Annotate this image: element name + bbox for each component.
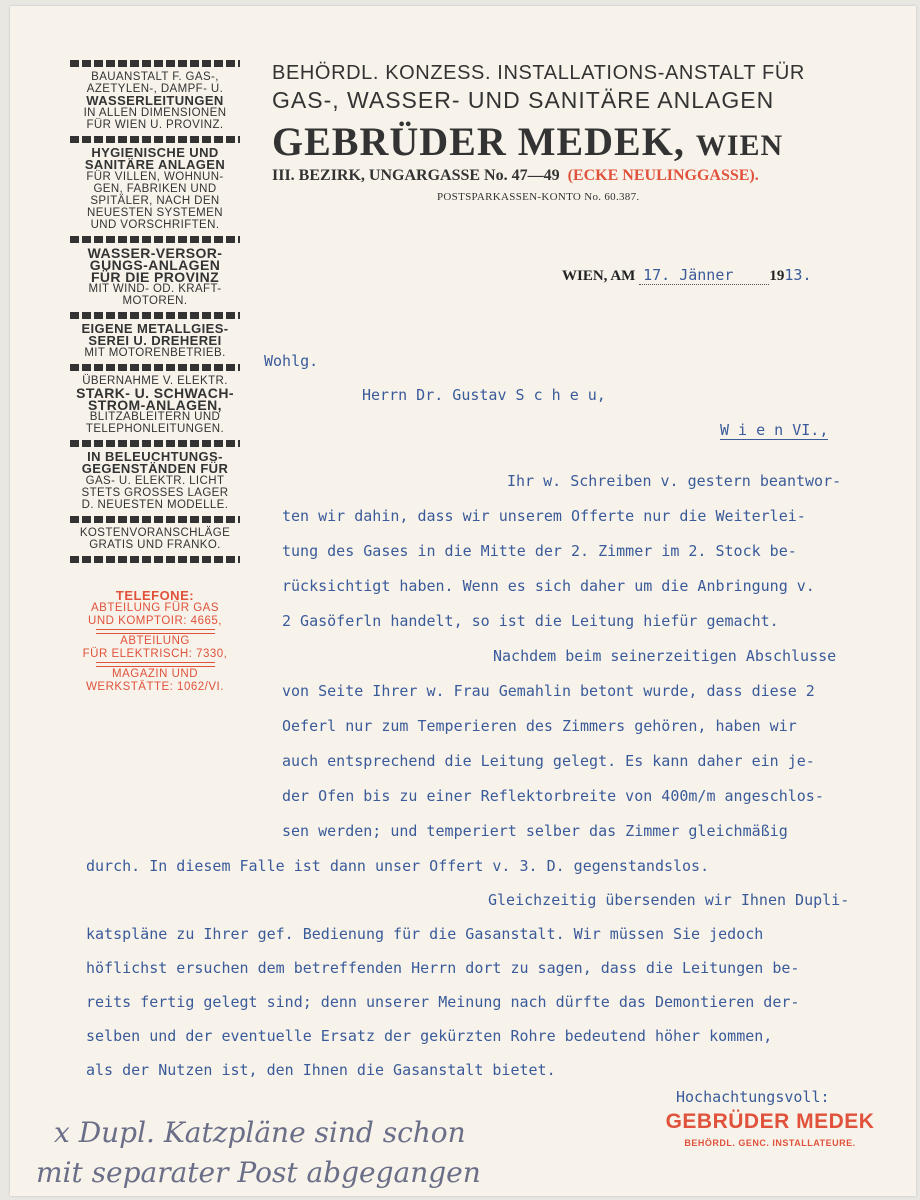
letter-date: WIEN, AM 17. Jänner 1913. bbox=[562, 266, 812, 284]
sidebar-block: EIGENE METALLGIES- SEREI U. DREHEREI MIT MOTORENBETRIEB. bbox=[81, 321, 229, 359]
sidebar-block: IN BELEUCHTUNGS- GEGENSTÄNDEN FÜR GAS- U. ELEKTR. LICHT STETS GROSSES LAGER D. NEUESTEN MODELLE. bbox=[81, 449, 229, 511]
separator bbox=[96, 629, 215, 634]
sidebar-block: KOSTENVORANSCHLÄGE GRATIS UND FRANKO. bbox=[79, 527, 231, 551]
firm-name: GEBRÜDER MEDEK, WIEN bbox=[272, 119, 784, 164]
letter-sheet bbox=[10, 6, 916, 1196]
body-line: durch. In diesem Falle ist dann unser Offert v. 3. D. gegenstandslos. bbox=[86, 857, 710, 875]
body-line: als der Nutzen ist, den Ihnen die Gasanstalt bietet. bbox=[86, 1061, 556, 1079]
body-line: tung des Gases in die Mitte der 2. Zimmer im 2. Stock be- bbox=[282, 542, 797, 560]
telephone-block: TELEFONE: ABTEILUNG FÜR GAS UND KOMPTOIR: 4665, ABTEILUNG FÜR ELEKTRISCH: 7330, MAGAZIN UND WERKSTÄTTE: 1062/VI. bbox=[82, 588, 228, 693]
separator bbox=[70, 236, 240, 243]
body-line: reits fertig gelegt sind; denn unserer Meinung nach dürfte das Demontieren der- bbox=[86, 993, 800, 1011]
header-line-1: BEHÖRDL. KONZESS. INSTALLATIONS-ANSTALT FÜR bbox=[272, 62, 805, 84]
firm-address: III. BEZIRK, UNGARGASSE No. 47—49 (ECKE NEULINGGASSE). bbox=[272, 167, 759, 184]
recipient: Herrn Dr. Gustav S c h e u, bbox=[362, 386, 606, 404]
header-line-2: GAS-, WASSER- UND SANITÄRE ANLAGEN bbox=[272, 87, 775, 113]
body-line: sen werden; und temperiert selber das Zimmer gleichmäßig bbox=[282, 822, 788, 840]
sidebar-block: WASSER-VERSOR- GUNGS-ANLAGEN FÜR DIE PROVINZ MIT WIND- OD. KRAFT- MOTOREN. bbox=[87, 245, 223, 307]
postsparkassen-konto: POSTSPARKASSEN-KONTO No. 60.387. bbox=[437, 191, 640, 203]
sidebar-advertisement bbox=[70, 58, 240, 694]
company-stamp: GEBRÜDER MEDEK BEHÖRDL. GENC. INSTALLATEURE. bbox=[665, 1110, 875, 1148]
separator bbox=[70, 364, 240, 371]
salutation: Wohlg. bbox=[264, 352, 319, 370]
separator bbox=[70, 60, 240, 67]
body-line: auch entsprechend die Leitung gelegt. Es kann daher ein je- bbox=[282, 752, 815, 770]
body-line: höflichst ersuchen dem betreffenden Herrn dort zu sagen, dass die Leitungen be- bbox=[86, 959, 800, 977]
sidebar-block: BAUANSTALT F. GAS-, AZETYLEN-, DAMPF- U. WASSERLEITUNGEN IN ALLEN DIMENSIONEN FÜR WIEN U. PROVINZ. bbox=[83, 71, 227, 131]
body-line: Gleichzeitig übersenden wir Ihnen Dupli- bbox=[488, 891, 850, 909]
separator bbox=[70, 556, 240, 563]
body-line: der Ofen bis zu einer Reflektorbreite von 400m/m angeschlos- bbox=[282, 787, 824, 805]
sidebar-block: HYGIENISCHE UND SANITÄRE ANLAGEN FÜR VILLEN, WOHNUN- GEN, FABRIKEN UND SPITÄLER, NACH DEN NEUESTEN SYSTEMEN UND VORSCHRIFTEN. bbox=[84, 145, 226, 231]
body-line: rücksichtigt haben. Wenn es sich daher um die Anbringung v. bbox=[282, 577, 815, 595]
recipient-place: W i e n VI., bbox=[720, 421, 829, 439]
body-line: Nachdem beim seinerzeitigen Abschlusse bbox=[493, 647, 837, 665]
body-line: Ihr w. Schreiben v. gestern beantwor- bbox=[507, 472, 842, 490]
handwritten-note-line-2: mit separater Post abgegangen bbox=[36, 1156, 481, 1189]
body-line: katspläne zu Ihrer gef. Bedienung für die Gasanstalt. Wir müssen Sie jedoch bbox=[86, 925, 764, 943]
sidebar-block: ÜBERNAHME V. ELEKTR. STARK- U. SCHWACH- STROM-ANLAGEN, BLITZABLEITERN UND TELEPHONLEITUNGEN. bbox=[76, 375, 234, 435]
separator bbox=[96, 662, 215, 667]
separator bbox=[70, 440, 240, 447]
body-line: selben und der eventuelle Ersatz der gekürzten Rohre bedeutend höher kommen, bbox=[86, 1027, 773, 1045]
separator bbox=[70, 312, 240, 319]
separator bbox=[70, 136, 240, 143]
letterhead bbox=[272, 62, 892, 203]
body-line: ten wir dahin, dass wir unserem Offerte nur die Weiterlei- bbox=[282, 507, 806, 525]
body-line: von Seite Ihrer w. Frau Gemahlin betont wurde, dass diese 2 bbox=[282, 682, 815, 700]
body-line: 2 Gasöferln handelt, so ist die Leitung hiefür gemacht. bbox=[282, 612, 779, 630]
handwritten-note-line-1: x Dupl. Katzpläne sind schon bbox=[54, 1116, 466, 1149]
body-line: Oeferl nur zum Temperieren des Zimmers gehören, haben wir bbox=[282, 717, 797, 735]
separator bbox=[70, 516, 240, 523]
closing: Hochachtungsvoll: bbox=[676, 1088, 830, 1106]
